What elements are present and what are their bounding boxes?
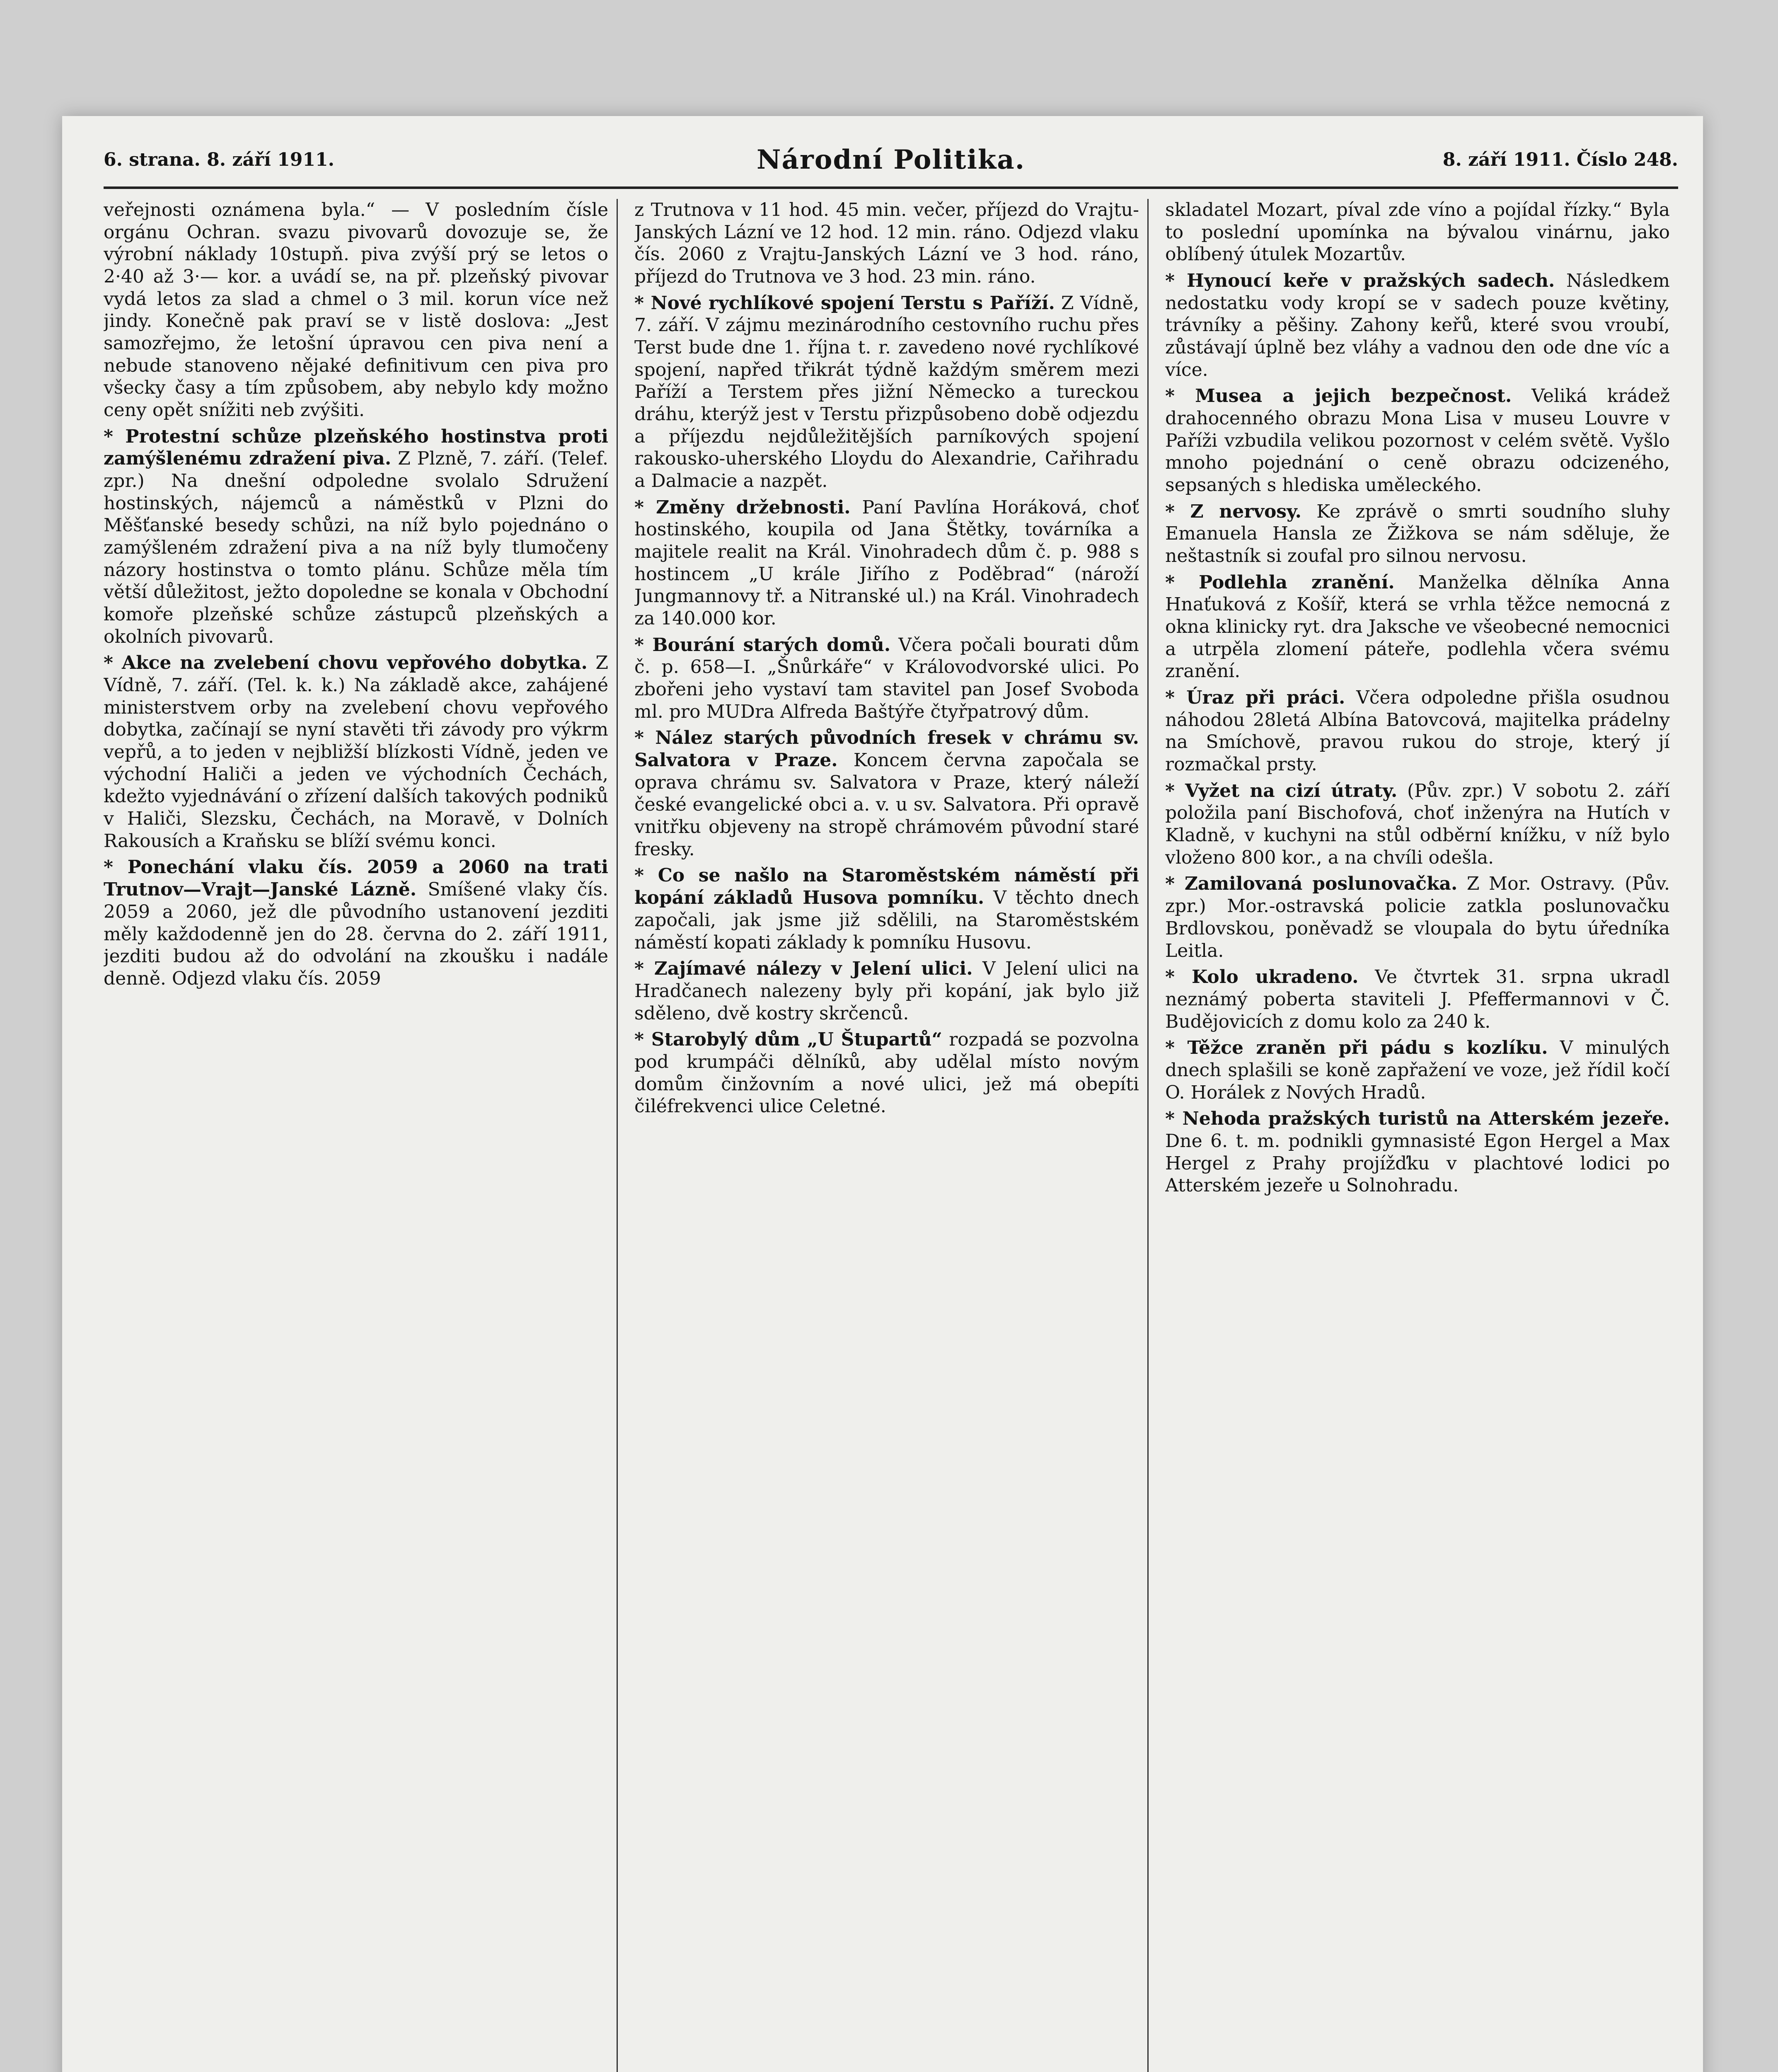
article-headline: * Těžce zraněn při pádu s kozlíku. — [1165, 1037, 1548, 1059]
article — [1165, 687, 1670, 776]
article — [1165, 199, 1670, 266]
article — [1165, 270, 1670, 381]
article — [634, 864, 1139, 954]
article-headline: * Akce na zvelebení chovu vepřového dobytka. — [104, 652, 588, 674]
article-body: Včera počali bourati dům č. p. 658—I. „Šnůrkáře“ v Královodvorské ulici. Po zbořeni jeho vystaví tam stavitel pan Josef Svoboda ml. pro MUDra Alfreda Baštýře čtyřpatrový dům. — [634, 634, 1139, 722]
article — [1165, 966, 1670, 1033]
article-headline: * Starobylý dům „U Štupartů“ — [634, 1029, 942, 1051]
article — [634, 496, 1139, 630]
article — [634, 199, 1139, 288]
article-headline: * Hynoucí keře v pražských sadech. — [1165, 270, 1555, 292]
article-headline: * Nové rychlíkové spojení Terstu s Paříží. — [634, 292, 1055, 314]
article-body: V těchto dnech započali, jak jsme již sdělili, na Staroměstském náměstí kopati základy k pomníku Husovu. — [634, 887, 1139, 953]
article-headline: * Kolo ukradeno. — [1165, 966, 1359, 988]
article-body: V Jelení ulici na Hradčanech nalezeny byly při kopání, jak bylo již sděleno, dvě kostry skrčenců. — [634, 958, 1139, 1024]
article-body: Z Vídně, 7. září. V zájmu mezinárodního cestovního ruchu přes Terst bude dne 1. října t. r. zavedeno nové rychlíkové spojení, napřed třikrát týdně každým směrem mezi Paříží a Terstem přes jižní Německo a tureckou dráhu, kterýž jest v Terstu přizpůsobeno době odjezdu a příjezdu nejdůležitějších parníkových spojení rakousko-uherského Lloydu do Alexandrie, Cařihradu a Dalmacie a nazpět. — [634, 292, 1139, 492]
article-body: z Trutnova v 11 hod. 45 min. večer, příjezd do Vrajtu-Janských Lázní ve 12 hod. 12 min. ráno. Odjezd vlaku čís. 2060 z Vrajtu-Janských Lázní ve 3 hod. ráno, příjezd do Trutnova ve 3 hod. 23 min. ráno. — [634, 199, 1139, 288]
article-headline: * Zajímavé nálezy v Jelení ulici. — [634, 958, 973, 980]
article-body: Následkem nedostatku vody kropí se v sadech pouze květiny, trávníky a pěšiny. Zahony keřů, které svou vroubí, zůstávají úplně bez vláhy a vadnou den ode dne víc a více. — [1165, 270, 1670, 380]
article — [1165, 1108, 1670, 1197]
article-headline: * Musea a jejich bezpečnost. — [1165, 385, 1512, 407]
column-1 — [104, 199, 618, 2072]
article-body: Z Plzně, 7. září. (Telef. zpr.) Na dnešní odpoledne svolalo Sdružení hostinských, nájemců a náměstků v Plzni do Měšťanské besedy schůzi, na níž bylo pojednáno o zamýšleném zdražení piva a na níž byly tlumočeny názory hostinstva o tomto plánu. Schůze měla tím větší důležitost, ježto dopoledne se konala v Obchodní komoře plzeňské schůze zástupců plzeňských a okolních pivovarů. — [104, 448, 608, 647]
article-body: Z Vídně, 7. září. (Tel. k. k.) Na základě akce, zahájené ministerstvem orby na zvelebení chovu vepřového dobytka, začínají se nyní stavěti tři závody pro výkrm vepřů, a to jeden v nejbližší blízkosti Vídně, jeden ve východní Haliči a jeden ve východních Čechách, kdežto vyjednávání o zřízení dalších takových podniků v Haliči, Slezsku, Čechách, na Moravě, v Dolních Rakousích a Kraňsku se blíží svému konci. — [104, 652, 608, 852]
article — [1165, 501, 1670, 567]
article — [104, 652, 608, 852]
article-body: rozpadá se pozvolna pod krumpáči dělníků, aby udělal místo novým domům činžovním a nové ulici, jež má obepíti čiléfrekvenci ulice Celetné. — [634, 1029, 1139, 1117]
article-body: Ke zprávě o smrti soudního sluhy Emanuela Hansla ze Žižkova se nám sděluje, že neštastník si zoufal pro silnou nervosu. — [1165, 501, 1670, 567]
issue-number: 8. září 1911. Číslo 248. — [1442, 149, 1678, 170]
article-headline: * Ponechání vlaku čís. 2059 a 2060 na trati Trutnov—Vrajt—Janské Lázně. — [104, 857, 608, 900]
article-body: veřejnosti oznámena byla.“ — V posledním čísle orgánu Ochran. svazu pivovarů dovozuje se, že výrobní náklady 10stupň. piva zvýší prý se letos o 2·40 až 3·— kor. a uvádí se, na př. plzeňský pivovar vydá letos za slad a chmel o 3 mil. korun více než jindy. Konečně pak praví se v listě doslova: „Jest samozřejmo, že letošní úpravou cen piva není a nebude stanoveno nějaké definitivum cen piva pro všecky časy a tím způsobem, aby nebylo kdy možno ceny opět snížiti neb zvýšiti. — [104, 199, 608, 421]
article — [634, 958, 1139, 1024]
article-body: skladatel Mozart, píval zde víno a pojídal řízky.“ Byla to poslední upomínka na bývalou vinárnu, jako oblíbený útulek Mozartův. — [1165, 199, 1670, 265]
article — [634, 634, 1139, 723]
article-headline: * Protestní schůze plzeňského hostinstva proti zamýšlenému zdražení piva. — [104, 426, 608, 470]
article-headline: * Vyžet na cizí útraty. — [1165, 780, 1398, 801]
article — [1165, 780, 1670, 869]
article-body: (Pův. zpr.) V sobotu 2. září položila paní Bischofová, choť inženýra na Hutích v Kladně, v kuchyni na stůl odběrní knížku, v níž bylo vloženo 800 kor., a na chvíli odešla. — [1165, 780, 1670, 868]
article-body: Z Mor. Ostravy. (Pův. zpr.) Mor.-ostravská policie zatkla poslunovačku Brdlovskou, poněvadž se vloupala do bytu úředníka Leitla. — [1165, 873, 1670, 961]
article — [104, 426, 608, 648]
article-headline: * Bourání starých domů. — [634, 634, 891, 656]
article — [634, 727, 1139, 860]
column-3 — [1165, 199, 1678, 2072]
article — [1165, 1037, 1670, 1104]
newspaper-page — [62, 116, 1703, 2072]
article — [104, 199, 608, 421]
article-headline: * Zamilovaná poslunovačka. — [1165, 873, 1458, 895]
article — [1165, 385, 1670, 496]
article-body: Veliká krádež drahocenného obrazu Mona Lisa v museu Louvre v Paříži vzbudila velikou pozornost v celém světě. Vyšlo mnoho pojednání o ceně obrazu odcizeného, sepsaných s hlediska uměleckého. — [1165, 385, 1670, 496]
columns — [104, 199, 1678, 2072]
article-headline: * Změny držebnosti. — [634, 496, 851, 518]
article — [104, 856, 608, 990]
column-2 — [634, 199, 1149, 2072]
article-body: Koncem června započala se oprava chrámu sv. Salvatora v Praze, který náleží české evangelické obci a. v. u sv. Salvatora. Při opravě vnitřku objeveny na stropě chrámovém původní staré fresky. — [634, 750, 1139, 860]
article — [1165, 571, 1670, 683]
article — [634, 1029, 1139, 1118]
article-headline: * Nález starých původních fresek v chrámu sv. Salvatora v Praze. — [634, 727, 1139, 771]
article-body: Paní Pavlína Horáková, choť hostinského, koupila od Jana Štětky, továrníka a majitele realit na Král. Vinohradech dům č. p. 988 s hostincem „U krále Jiřího z Poděbrad“ (nároží Jungmannovy tř. a Nitranské ul.) na Král. Vinohradech za 140.000 kor. — [634, 496, 1139, 629]
article-headline: * Úraz při práci. — [1165, 687, 1345, 709]
article-body: Ve čtvrtek 31. srpna ukradl neznámý poberta staviteli J. Pfeffermannovi v Č. Budějovicích z domu kolo za 240 k. — [1165, 966, 1670, 1032]
article-headline: * Z nervosy. — [1165, 501, 1301, 522]
article-body: Včera odpoledne přišla osudnou náhodou 28letá Albína Batovcová, majitelka prádelny na Smíchově, pravou rukou do stroje, který jí rozmačkal prsty. — [1165, 687, 1670, 775]
article-body: Dne 6. t. m. podnikli gymnasisté Egon Hergel a Max Hergel z Prahy projížďku v plachtové lodici po Atterském jezeře u Solnohradu. — [1165, 1130, 1670, 1196]
article-body: Smíšené vlaky čís. 2059 a 2060, jež dle původního ustanovení jezditi měly každodenně jen do 28. června do 2. září 1911, jezditi budou až do odvolání na zkoušku i nadále denně. Odjezd vlaku čís. 2059 — [104, 879, 608, 989]
article — [634, 292, 1139, 492]
article-headline: * Nehoda pražských turistů na Atterském jezeře. — [1165, 1108, 1670, 1130]
masthead — [104, 137, 1678, 189]
newspaper-title: Národní Politika. — [757, 144, 1025, 175]
article-body: Manželka dělníka Anna Hnaťuková z Košíř, která se vrhla těžce nemocná z okna klinicky ryt. dra Jaksche ve všeobecné nemocnici a utrpěla zlomení páteře, podlehla včera svému zranění. — [1165, 571, 1670, 682]
page-date: 6. strana. 8. září 1911. — [104, 149, 334, 170]
article-headline: * Podlehla zranění. — [1165, 571, 1395, 593]
article — [1165, 873, 1670, 962]
article-body: V minulých dnech splašili se koně zapřažení ve voze, jež řídil kočí O. Horálek z Nových Hradů. — [1165, 1037, 1670, 1103]
article-headline: * Co se našlo na Staroměstském náměstí při kopání základů Husova pomníku. — [634, 865, 1139, 909]
